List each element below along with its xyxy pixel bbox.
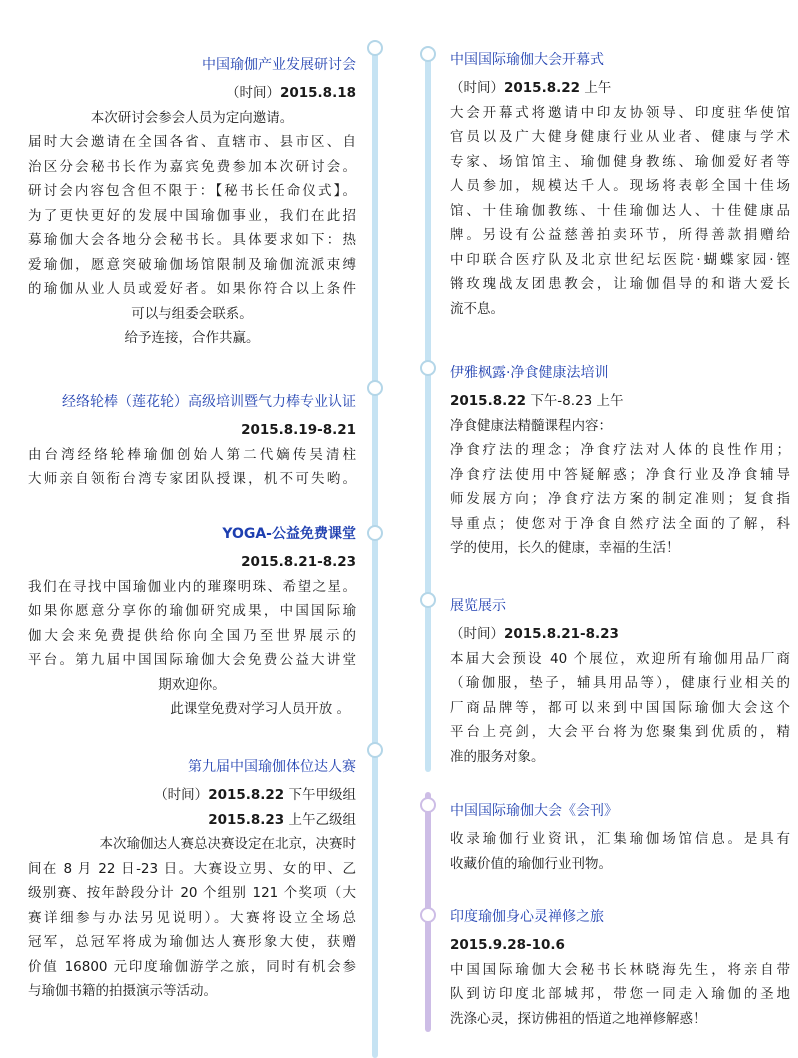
text-line: 冠军，总冠军将成为瑜伽达人赛形象大使，获赠 xyxy=(28,934,356,950)
text-line: 馆、十佳瑜伽教练、十佳瑜伽达人、十佳健康品 xyxy=(450,202,790,219)
section-title: 展览展示 xyxy=(450,598,506,614)
timeline-dot xyxy=(367,40,383,56)
section-yoga-free-class xyxy=(28,524,356,722)
date: 2015.8.21-8.23 xyxy=(504,626,619,642)
section-opening-ceremony xyxy=(450,50,790,321)
date-suffix: 上午乙级组 xyxy=(288,811,356,828)
section-title-text: YOGA-公益免费课堂 xyxy=(222,526,356,542)
text-line: 专家、场馆馆主、瑜伽健身教练、瑜伽爱好者等 xyxy=(450,153,790,170)
text-line: 中印联合医疗队及北京世纪坛医院·蝴蝶家园·铿 xyxy=(450,251,790,268)
text-line: 可以与组委会联系。 xyxy=(131,305,253,322)
text-line: 净食疗法使用中答疑解惑；净食行业及净食辅导 xyxy=(450,466,790,483)
date-suffix: 下午-8.23 上午 xyxy=(530,393,624,409)
text-line: 由台湾经络轮棒瑜伽创始人第二代嫡传吴清柱 xyxy=(28,446,356,463)
timeline-dot xyxy=(420,46,436,62)
section-title: 中国瑜伽产业发展研讨会 xyxy=(202,57,356,73)
text-line: 本次研讨会参会人员为定向邀请。 xyxy=(90,109,294,126)
section-title: 第九届中国瑜伽体位达人赛 xyxy=(188,759,356,775)
timeline-dot xyxy=(367,525,383,541)
text-line: 赛详细参与办法另见说明）。大赛将设立全场总 xyxy=(28,909,356,926)
time-label: （时间） xyxy=(450,626,504,642)
date: 2015.9.28-10.6 xyxy=(450,937,565,953)
text-line: 治区分会秘书长作为嘉宾免费参加本次研讨会。 xyxy=(28,158,356,175)
text-line: 伽大会来免费提供给你向全国乃至世界展示的 xyxy=(28,627,356,644)
text-line: 届时大会邀请在全国各省、直辖市、县市区、自 xyxy=(28,134,356,150)
timeline-dot xyxy=(420,360,436,376)
section-title xyxy=(28,524,356,544)
text-line: 准的服务对象。 xyxy=(450,748,545,765)
section-date-line xyxy=(450,622,790,647)
timeline-dot xyxy=(367,742,383,758)
text-line: 导重点；使您对于净食自然疗法全面的了解，科 xyxy=(450,515,790,532)
text-line: 厂商品牌等，都可以来到中国国际瑜伽大会这个 xyxy=(450,699,790,716)
timeline-dot xyxy=(367,380,383,396)
section-title: 中国国际瑜伽大会开幕式 xyxy=(450,52,604,68)
text-line: 牌。另设有公益慈善拍卖环节，所得善款捐赠给 xyxy=(450,227,790,243)
timeline-dot xyxy=(420,797,436,813)
text-line: 研讨会内容包含但不限于：【秘书长任命仪式】。 xyxy=(28,183,356,199)
section-date-line xyxy=(28,808,356,833)
text-line: 此课堂免费对学习人员开放 。 xyxy=(170,701,350,717)
text-line: 如果你愿意分享你的瑜伽研究成果，中国国际瑜 xyxy=(28,603,356,619)
text-line: 师发展方向；净食疗法方案的制定准则；复食指 xyxy=(450,491,790,507)
text-line: 期欢迎你。 xyxy=(158,676,226,693)
section-date-line xyxy=(450,76,790,101)
text-line: 的瑜伽从业人员或爱好者。如果你符合以上条件 xyxy=(28,281,356,297)
section-conference-journal xyxy=(450,801,790,876)
timeline-dot xyxy=(420,907,436,923)
section-title: 印度瑜伽身心灵禅修之旅 xyxy=(450,909,604,925)
section-exhibition xyxy=(450,596,790,769)
text-line: 中国国际瑜伽大会秘书长林晓海先生，将亲自带 xyxy=(450,961,790,978)
text-line: 净食疗法的理念；净食疗法对人体的良性作用； xyxy=(450,442,790,458)
text-line: 流不息。 xyxy=(450,300,504,317)
right-timeline-blue xyxy=(425,52,431,772)
date: 2015.8.23 xyxy=(208,811,285,828)
left-timeline xyxy=(372,48,378,1058)
date: 2015.8.19-8.21 xyxy=(241,422,356,438)
date: 2015.8.22 xyxy=(208,787,285,803)
text-line: 为了更快更好的发展中国瑜伽事业，我们在此招 xyxy=(28,207,356,224)
text-line: 净食健康法精髓课程内容： xyxy=(450,417,612,434)
date: 2015.8.18 xyxy=(279,85,356,101)
text-line: 锵玫瑰战友团患教会，让瑜伽倡导的和谐大爱长 xyxy=(450,276,790,292)
text-line: 本次瑜伽达人赛总决赛设定在北京，决赛时 xyxy=(99,836,356,852)
text-line: 大师亲自领衔台湾专家团队授课，机不可失哟。 xyxy=(28,471,356,487)
text-line: 队到访印度北部城邦，带您一同走入瑜伽的圣地 xyxy=(450,986,790,1002)
text-line: 官员以及广大健身健康行业从业者、健康与学术 xyxy=(450,129,790,145)
text-line: 级别赛、按年龄段分计 20 个组别 121 个奖项（大 xyxy=(28,885,356,901)
section-yoga-industry-seminar xyxy=(28,55,356,351)
section-india-yoga-retreat xyxy=(450,907,790,1031)
text-line: 学的使用，长久的健康，幸福的生活！ xyxy=(450,540,680,556)
text-line: 平台上亮剑，大会平台将为您聚集到优质的，精 xyxy=(450,724,790,740)
text-line: 平台。第九届中国国际瑜伽大会免费公益大讲堂 xyxy=(28,652,356,668)
text-line: 给予连接，合作共赢。 xyxy=(124,330,260,346)
section-meridian-wheel-training xyxy=(28,392,356,492)
date-suffix: 下午甲级组 xyxy=(288,787,356,803)
section-title: 经络轮棒（莲花轮）高级培训暨气力棒专业认证 xyxy=(62,394,356,410)
text-line: （瑜伽服，垫子，辅具用品等），健康行业相关的 xyxy=(450,675,790,691)
text-line: 爱瑜伽，愿意突破瑜伽场馆限制及瑜伽流派束缚 xyxy=(28,256,356,273)
text-line: 收录瑜伽行业资讯，汇集瑜伽场馆信息。是具有 xyxy=(450,831,790,847)
section-date-line xyxy=(450,389,790,414)
text-line: 募瑜伽大会各地分会秘书长。具体要求如下：热 xyxy=(28,232,356,248)
text-line: 人员参加，规模达千人。现场将表彰全国十佳场 xyxy=(450,178,790,194)
text-line: 间在 8 月 22 日-23 日。大赛设立男、女的甲、乙 xyxy=(28,860,356,877)
section-date-line xyxy=(28,783,356,808)
timeline-dot xyxy=(420,592,436,608)
section-yoga-posture-contest xyxy=(28,757,356,1004)
text-line: 价值 16800 元印度瑜伽游学之旅，同时有机会参 xyxy=(28,958,356,975)
section-title: 中国国际瑜伽大会《会刊》 xyxy=(450,803,618,819)
section-date-line xyxy=(28,81,356,106)
time-label: （时间） xyxy=(225,85,280,101)
text-line: 本届大会预设 40 个展位，欢迎所有瑜伽用品厂商 xyxy=(450,650,790,667)
time-label: （时间） xyxy=(154,787,209,803)
time-label: （时间） xyxy=(450,80,504,96)
section-pure-food-training xyxy=(450,363,790,561)
section-title: 伊雅枫露·净食健康法培训 xyxy=(450,365,609,381)
text-line: 收藏价值的瑜伽行业刊物。 xyxy=(450,855,612,872)
text-line: 与瑜伽书籍的拍摄演示等活动。 xyxy=(28,983,217,999)
text-line: 我们在寻找中国瑜伽业内的璀璨明珠、希望之星。 xyxy=(28,578,356,595)
date: 2015.8.21-8.23 xyxy=(241,554,356,570)
date-suffix: 上午 xyxy=(584,80,612,96)
text-line: 洗涤心灵，探访佛祖的悟道之地禅修解惑！ xyxy=(450,1010,707,1027)
date: 2015.8.22 xyxy=(504,80,581,96)
text-line: 大会开幕式将邀请中印友协领导、印度驻华使馆 xyxy=(450,104,790,121)
date: 2015.8.22 xyxy=(450,393,527,409)
